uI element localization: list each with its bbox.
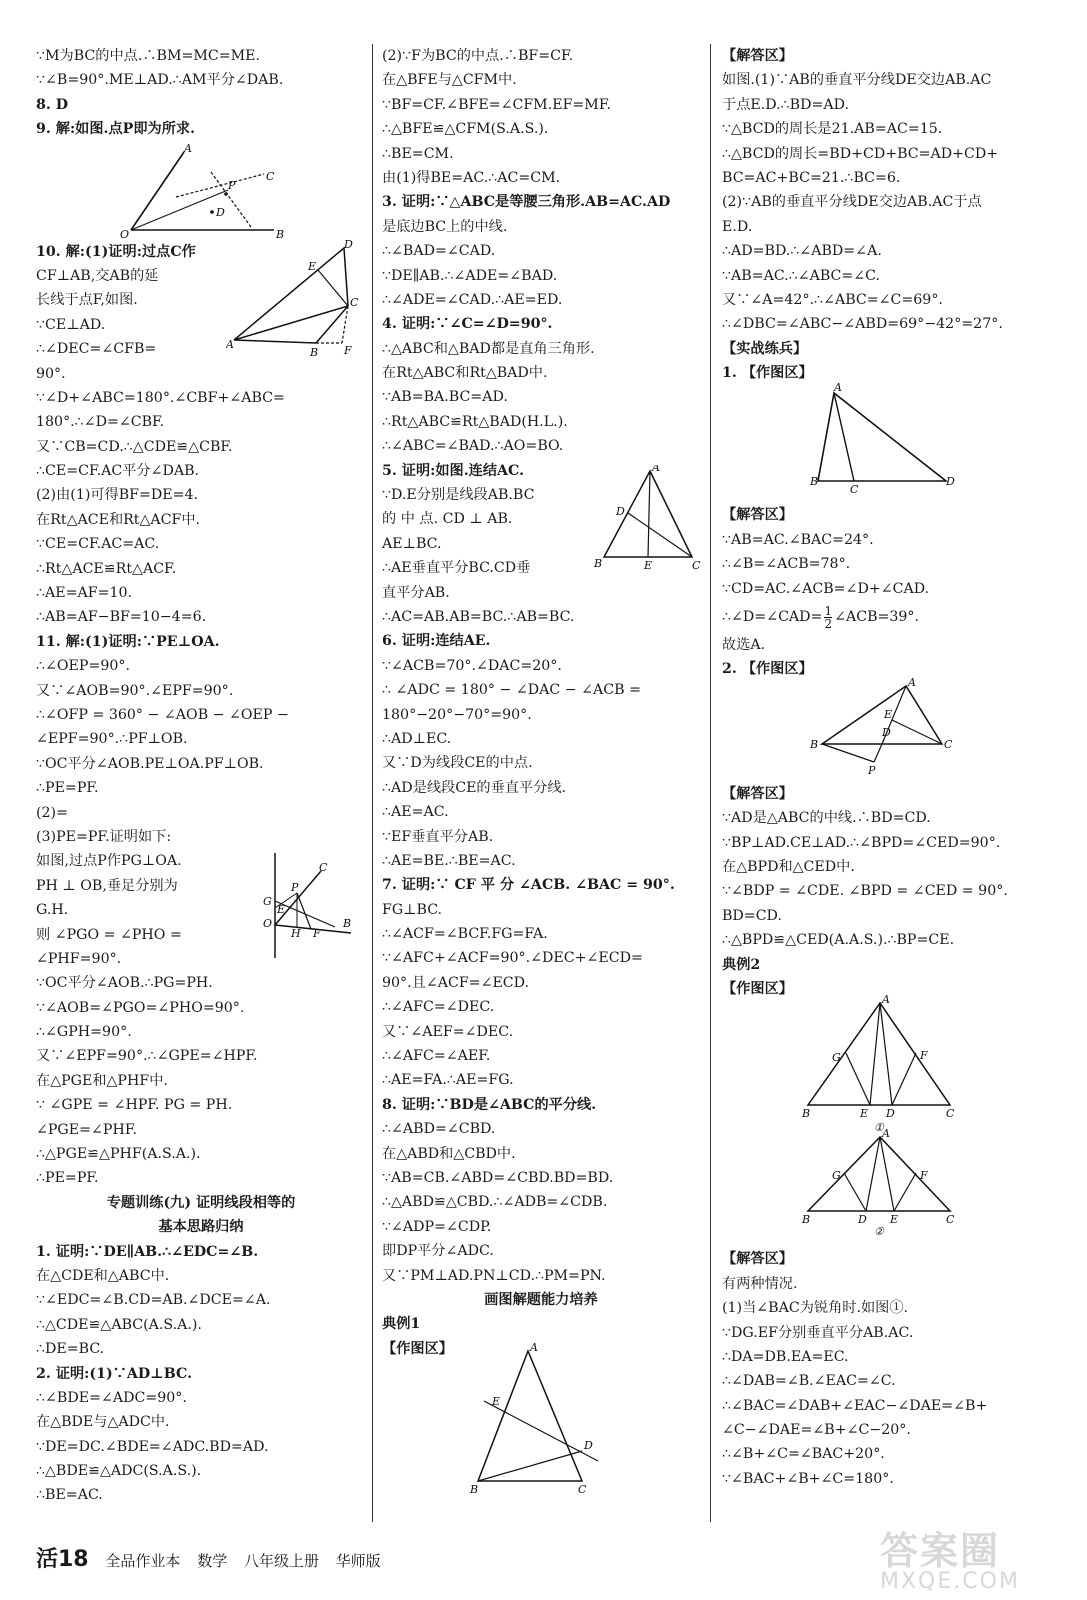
fig2-P: P xyxy=(868,763,876,777)
text-line: 9. 解:如图.点P即为所求. xyxy=(36,121,196,138)
edition: 华师版 xyxy=(335,1552,381,1570)
figE2b-G: G xyxy=(832,1169,841,1183)
text-line: 180°−20°−70°=90°. xyxy=(382,706,532,723)
text-line: ∠C−∠DAE=∠B+∠C−20°. xyxy=(722,1422,911,1439)
text-line: ∴∠AFC=∠AEF. xyxy=(382,1048,491,1065)
text-line: ∴AB=AF−BF=10−4=6. xyxy=(36,609,207,626)
text-line: 【作图区】 xyxy=(722,980,793,997)
fig1-C: C xyxy=(850,483,859,497)
figE2b-B: B xyxy=(802,1213,811,1227)
text-line: ∵AB=CB.∠ABD=∠CBD.BD=BD. xyxy=(382,1169,614,1186)
text-line: 2. 证明:(1)∵AD⊥BC. xyxy=(36,1365,193,1382)
text-line: ∴△BCD的周长=BD+CD+BC=AD+CD+ xyxy=(722,145,999,162)
page-number: 活18 xyxy=(36,1547,89,1572)
text-line: 【实战练兵】 xyxy=(722,340,808,357)
text-line: ∵AB=AC.∠BAC=24°. xyxy=(722,531,874,548)
text-line: 在△ABD和△CBD中. xyxy=(382,1145,516,1162)
text-line: ∴AD是线段CE的垂直平分线. xyxy=(382,779,567,796)
fig2-E: E xyxy=(884,707,893,721)
text-line: 在△PGE和△PHF中. xyxy=(36,1072,168,1089)
fraction-line xyxy=(722,601,1052,633)
text-line: (2)∵AB的垂直平分线DE交边AB.AC于点 xyxy=(722,194,982,211)
text-line: ∴∠ABC=∠BAD.∴AO=BO. xyxy=(382,438,564,455)
figE1-C: C xyxy=(578,1483,587,1497)
fig10-A: A xyxy=(226,337,234,351)
text-line: ∴∠DAB=∠B.∠EAC=∠C. xyxy=(722,1373,896,1390)
section-title: 专题训练(九) 证明线段相等的 xyxy=(106,1194,296,1211)
text-line: ∴PE=PF. xyxy=(36,780,99,797)
text-line: ∵BF=CF.∠BFE=∠CFM.EF=MF. xyxy=(382,96,611,113)
fig9-P: P xyxy=(228,178,236,192)
text-line: 在Rt△ABC和Rt△BAD中. xyxy=(382,365,548,382)
text-line: 7. 证明:∵ CF 平 分 ∠ACB. ∠BAC = 90°. xyxy=(382,877,675,894)
figE2a-caption: ① xyxy=(874,1121,884,1135)
text-line: ∴BE=AC. xyxy=(36,1487,103,1504)
text-line: ∵OC平分∠AOB.PE⊥OA.PF⊥OB. xyxy=(36,755,264,772)
text-line: 则 ∠PGO = ∠PHO = xyxy=(36,926,182,943)
text-line: ∵DG.EF分别垂直平分AB.AC. xyxy=(722,1324,914,1341)
fig2-C: C xyxy=(944,737,953,751)
figure-q5 xyxy=(592,465,702,579)
fig2-D: D xyxy=(882,725,891,739)
text-line: (2)由(1)可得BF=DE=4. xyxy=(36,487,199,504)
text-line: 11. 解:(1)证明:∵PE⊥OA. xyxy=(36,633,220,650)
text-line: 在△BDE与△ADC中. xyxy=(36,1414,170,1431)
figE2a-A: A xyxy=(882,993,890,1007)
text-line: ∴Rt△ABC≌Rt△BAD(H.L.). xyxy=(382,413,568,430)
text-line: ∴△ABD≌△CBD.∴∠ADB=∠CDB. xyxy=(382,1194,608,1211)
text-line: 1. 证明:∵DE∥AB.∴∠EDC=∠B. xyxy=(36,1243,259,1260)
text-line: ∴AE=FA.∴AE=FG. xyxy=(382,1072,514,1089)
text-line: ∵OC平分∠AOB.∴PG=PH. xyxy=(36,975,213,992)
text-line: BD=CD. xyxy=(722,907,782,924)
watermark xyxy=(880,1520,1080,1600)
figure-q10 xyxy=(226,240,366,364)
figE1-A: A xyxy=(530,1341,538,1355)
text-line: 【解答区】 xyxy=(722,1251,793,1268)
text-line: ∴ ∠ADC = 180° − ∠DAC − ∠ACB = xyxy=(382,682,641,699)
text-line: (3)PE=PF.证明如下: xyxy=(36,828,172,845)
text-line: 如图,过点P作PG⊥OA. xyxy=(36,853,182,870)
text-line: ∴∠OFP = 360° − ∠AOB − ∠OEP − xyxy=(36,706,289,723)
fig11-F: F xyxy=(313,927,321,941)
figure-practice-1 xyxy=(722,381,1052,503)
text-line: ∵∠AFC+∠ACF=90°.∠DEC+∠ECD= xyxy=(382,950,643,967)
text-line: ∴AD⊥EC. xyxy=(382,730,452,747)
text-line: 180°.∴∠D=∠CBF. xyxy=(36,414,165,431)
fig1-D: D xyxy=(946,475,955,489)
fig5-B: B xyxy=(594,557,603,571)
text-line: ∴△BDE≌△ADC(S.A.S.). xyxy=(36,1463,202,1480)
text-line: ∴AD=BD.∴∠ABD=∠A. xyxy=(722,243,882,260)
text-line: 90°.且∠ACF=∠ECD. xyxy=(382,974,530,991)
text-line: ∴△PGE≌△PHF(A.S.A.). xyxy=(36,1146,201,1163)
text-line: ∴∠DBC=∠ABC−∠ABD=69°−42°=27°. xyxy=(722,316,1003,333)
text-line: 典例2 xyxy=(722,956,761,973)
example-1-label: 典例1 xyxy=(382,1316,421,1333)
fig11-P: P xyxy=(291,881,299,895)
text-line: ∵DE=DC.∠BDE=∠ADC.BD=AD. xyxy=(36,1438,269,1455)
text-line: ∵∠B=90°.ME⊥AD.∴AM平分∠DAB. xyxy=(36,72,284,89)
figE2b-A: A xyxy=(882,1127,890,1141)
text-line: 直平分AB. xyxy=(382,584,450,601)
text-line: ∴∠ABD=∠CBD. xyxy=(382,1121,496,1138)
text-line: 由(1)得BE=AC.∴AC=CM. xyxy=(382,169,561,186)
drawing-area-label: 【作图区】 xyxy=(382,1340,453,1357)
text-line: 8. 证明:∵BD是∠ABC的平分线. xyxy=(382,1096,597,1113)
fig5-D: D xyxy=(616,505,625,519)
text-line: ∴AC=AB.AB=BC.∴AB=BC. xyxy=(382,608,575,625)
text-line: 如图.(1)∵AB的垂直平分线DE交边AB.AC xyxy=(722,72,992,89)
text-line: ∴∠ACF=∠BCF.FG=FA. xyxy=(382,926,548,943)
question-10 xyxy=(36,240,366,386)
figE1-D: D xyxy=(584,1439,593,1453)
text-line: ∴△ABC和△BAD都是直角三角形. xyxy=(382,340,595,357)
page-footer xyxy=(36,1542,393,1573)
watermark-logo: 答案圈 xyxy=(880,1529,1001,1573)
figE2b-caption: ② xyxy=(874,1225,884,1239)
column-2 xyxy=(382,44,700,1521)
column-1 xyxy=(36,44,366,1508)
fig11-H: H xyxy=(291,927,301,941)
text-line: 1. 【作图区】 xyxy=(722,365,813,382)
text-line: 在△CDE和△ABC中. xyxy=(36,1267,170,1284)
fig9-A: A xyxy=(184,141,192,155)
figure-practice-2 xyxy=(722,675,1052,782)
text-line: ∴∠GPH=90°. xyxy=(36,1024,132,1041)
text-line: ∴AE=AF=10. xyxy=(36,585,133,602)
figE2a-B: B xyxy=(802,1107,811,1121)
fig5-E: E xyxy=(644,559,653,573)
fig10-E: E xyxy=(308,259,317,273)
fraction xyxy=(824,605,832,630)
text-line: ∵AD是△ABC的中线.∴BD=CD. xyxy=(722,810,931,827)
text-line: ∠EPF=90°.∴PF⊥OB. xyxy=(36,731,188,748)
text-line: 于点E.D.∴BD=AD. xyxy=(722,96,849,113)
text-line: 8. D xyxy=(36,96,69,113)
fig9-O: O xyxy=(120,227,130,241)
fig2-B: B xyxy=(810,737,819,751)
grade: 八年级上册 xyxy=(244,1552,320,1570)
text-line: 又∵∠AEF=∠DEC. xyxy=(382,1023,514,1040)
figure-q11 xyxy=(261,853,361,967)
column-divider xyxy=(372,44,373,1522)
figE2b-D: D xyxy=(858,1213,867,1227)
figE1-B: B xyxy=(470,1483,479,1497)
text-line: ∵CD=AC.∠ACB=∠D+∠CAD. xyxy=(722,580,930,597)
text-line: ∵∠EDC=∠B.CD=AB.∠DCE=∠A. xyxy=(36,1292,271,1309)
fig10-B: B xyxy=(310,345,319,359)
text-line: ∵CE⊥AD. xyxy=(36,316,106,333)
fig2-A: A xyxy=(908,675,916,689)
fraction-numerator: 1 xyxy=(824,603,833,618)
text-line: ∴CE=CF.AC平分∠DAB. xyxy=(36,463,200,480)
text-line: G.H. xyxy=(36,902,69,919)
text-line: 90°. xyxy=(36,365,66,382)
text-line: CF⊥AB,交AB的延 xyxy=(36,267,159,284)
text-line: FG⊥BC. xyxy=(382,901,443,918)
figure-q9 xyxy=(36,142,366,240)
fig11-O: O xyxy=(263,917,273,931)
text-line: BC=AC+BC=21.∴BC=6. xyxy=(722,169,901,186)
question-11 xyxy=(36,849,366,971)
text-line: (1)当∠BAC为锐角时.如图①. xyxy=(722,1300,909,1317)
text-line: 2. 【作图区】 xyxy=(722,661,813,678)
text-line: 在△BFE与△CFM中. xyxy=(382,72,517,89)
text-line: 在△BPD和△CED中. xyxy=(722,858,855,875)
text-line: ∵CE=CF.AC=AC. xyxy=(36,536,160,553)
text-line: ∴AE=AC. xyxy=(382,804,449,821)
fig1-B: B xyxy=(810,475,819,489)
text-line: ∴PE=PF. xyxy=(36,1170,99,1187)
text-line: ∴△BPD≌△CED(A.A.S.).∴BP=CE. xyxy=(722,932,955,949)
watermark-url: MXQE.COM xyxy=(880,1569,1020,1594)
column-3 xyxy=(722,44,1052,1491)
text-line: ∵AB=BA.BC=AD. xyxy=(382,389,508,406)
figure-example-2-a xyxy=(722,993,1052,1139)
fig1-A: A xyxy=(834,381,842,395)
fig5-A: A xyxy=(652,465,660,475)
fig5-C: C xyxy=(692,559,701,573)
figE2a-C: C xyxy=(946,1107,955,1121)
fig9-D: D xyxy=(216,205,225,219)
text-line: ∵EF垂直平分AB. xyxy=(382,828,494,845)
figE2b-C: C xyxy=(946,1213,955,1227)
text-line: PH ⊥ OB,垂足分别为 xyxy=(36,877,178,894)
text-line: 6. 证明:连结AE. xyxy=(382,633,491,650)
text-line: ∴∠DEC=∠CFB= xyxy=(36,341,157,358)
subject: 数学 xyxy=(197,1552,228,1570)
text-line: ∴∠BAC=∠DAB+∠EAC−∠DAE=∠B+ xyxy=(722,1397,988,1414)
text-line: ∠PGE=∠PHF. xyxy=(36,1121,137,1138)
fraction-suffix: ∠ACB=39°. xyxy=(834,609,920,626)
text-line: ∴∠BAD=∠CAD. xyxy=(382,243,496,260)
text-line: ∵∠BDP = ∠CDE. ∠BPD = ∠CED = 90°. xyxy=(722,883,1008,900)
text-line: ∴AE垂直平分BC.CD垂 xyxy=(382,560,531,577)
fig11-E: E xyxy=(277,903,286,917)
text-line: 【解答区】 xyxy=(722,48,793,64)
text-line: 3. 证明:∵△ABC是等腰三角形.AB=AC.AD xyxy=(382,194,671,211)
text-line: ∴Rt△ACE≌Rt△ACF. xyxy=(36,560,177,577)
fraction-denominator: 2 xyxy=(824,616,833,631)
text-line: E.D. xyxy=(722,218,753,235)
fig9-B: B xyxy=(276,227,285,241)
text-line: ∵M为BC的中点.∴BM=MC=ME. xyxy=(36,48,261,64)
text-line: 又∵CB=CD.∴△CDE≌△CBF. xyxy=(36,438,233,455)
text-line: 又∵PM⊥AD.PN⊥CD.∴PM=PN. xyxy=(382,1267,606,1284)
text-line: 10. 解:(1)证明:过点C作 xyxy=(36,243,196,260)
text-line: 【解答区】 xyxy=(722,785,793,802)
text-line: ∴∠OEP=90°. xyxy=(36,658,130,675)
fig11-G: G xyxy=(263,895,272,909)
section-title-2: 画图解题能力培养 xyxy=(484,1291,598,1308)
text-line: ∵∠AOB=∠PGO=∠PHO=90°. xyxy=(36,999,245,1016)
fig10-C: C xyxy=(350,295,359,309)
text-line: 又∵∠EPF=90°.∴∠GPE=∠HPF. xyxy=(36,1048,258,1065)
text-line: 是底边BC上的中线. xyxy=(382,218,508,235)
figE2a-F: F xyxy=(920,1049,928,1063)
text-line: 长线于点F,如图. xyxy=(36,292,138,309)
book-title: 全品作业本 xyxy=(105,1552,181,1570)
text-line: ∵DE∥AB.∴∠ADE=∠BAD. xyxy=(382,267,558,284)
text-line: ∴∠BDE=∠ADC=90°. xyxy=(36,1389,187,1406)
figE2b-E: E xyxy=(890,1213,899,1227)
text-line: (2)∵F为BC的中点.∴BF=CF. xyxy=(382,48,574,64)
text-line: ∵AB=AC.∴∠ABC=∠C. xyxy=(722,267,881,284)
figE2b-F: F xyxy=(920,1169,928,1183)
text-line: ∵∠BAC+∠B+∠C=180°. xyxy=(722,1470,894,1487)
text-line: 的 中 点. CD ⊥ AB. xyxy=(382,511,513,528)
text-line: 又∵∠A=42°.∴∠ABC=∠C=69°. xyxy=(722,291,943,308)
fig11-C: C xyxy=(319,861,328,875)
text-line: 又∵D为线段CE的中点. xyxy=(382,755,533,772)
text-line: 故选A. xyxy=(722,637,766,654)
text-line: ∴∠B+∠C=∠BAC+20°. xyxy=(722,1446,885,1463)
text-line: ∴∠ADE=∠CAD.∴AE=ED. xyxy=(382,291,563,308)
fig9-C: C xyxy=(266,169,275,183)
text-line: 又∵∠AOB=90°.∠EPF=90°. xyxy=(36,682,234,699)
text-line: ∴BE=CM. xyxy=(382,145,454,162)
text-line: ∴∠AFC=∠DEC. xyxy=(382,999,495,1016)
text-line: AE⊥BC. xyxy=(382,535,442,552)
figE2a-E: E xyxy=(860,1107,869,1121)
text-line: ∵BP⊥AD.CE⊥AD.∴∠BPD=∠CED=90°. xyxy=(722,834,1001,851)
fraction-prefix: ∴∠D=∠CAD= xyxy=(722,609,823,626)
text-line: 在Rt△ACE和Rt△ACF中. xyxy=(36,511,201,528)
text-line: ∵∠ACB=70°.∠DAC=20°. xyxy=(382,657,562,674)
fig11-B: B xyxy=(343,917,352,931)
text-line: ∴△CDE≌△ABC(A.S.A.). xyxy=(36,1316,202,1333)
text-line: ∴DE=BC. xyxy=(36,1341,105,1358)
text-line: 5. 证明:如图.连结AC. xyxy=(382,462,525,479)
text-line: 4. 证明:∵∠C=∠D=90°. xyxy=(382,316,553,333)
text-line: ∴△BFE≌△CFM(S.A.S.). xyxy=(382,121,549,138)
text-line: ∵∠D+∠ABC=180°.∠CBF+∠ABC= xyxy=(36,389,285,406)
text-line: 【解答区】 xyxy=(722,507,793,524)
figure-example-2-b xyxy=(722,1127,1052,1247)
text-line: ∴AE=BE.∴BE=AC. xyxy=(382,852,516,869)
column-divider xyxy=(710,44,711,1522)
text-line: ∵△BCD的周长是21.AB=AC=15. xyxy=(722,121,943,138)
fig10-D: D xyxy=(344,239,353,251)
text-line: 即DP平分∠ADC. xyxy=(382,1243,494,1260)
figE2a-D: D xyxy=(886,1107,895,1121)
fig10-F: F xyxy=(344,343,352,357)
figE2a-G: G xyxy=(832,1051,841,1065)
text-line: ∴∠B=∠ACB=78°. xyxy=(722,556,851,573)
text-line: (2)= xyxy=(36,804,68,821)
figE1-E: E xyxy=(492,1395,501,1409)
text-line: ∵ ∠GPE = ∠HPF. PG = PH. xyxy=(36,1097,233,1114)
section-subtitle: 基本思路归纳 xyxy=(158,1219,244,1236)
text-line: ∵∠ADP=∠CDP. xyxy=(382,1218,492,1235)
text-line: ∵D.E分别是线段AB.BC xyxy=(382,487,535,504)
text-line: 有两种情况. xyxy=(722,1275,798,1292)
text-line: ∠PHF=90°. xyxy=(36,950,122,967)
text-line: ∴DA=DB.EA=EC. xyxy=(722,1348,849,1365)
